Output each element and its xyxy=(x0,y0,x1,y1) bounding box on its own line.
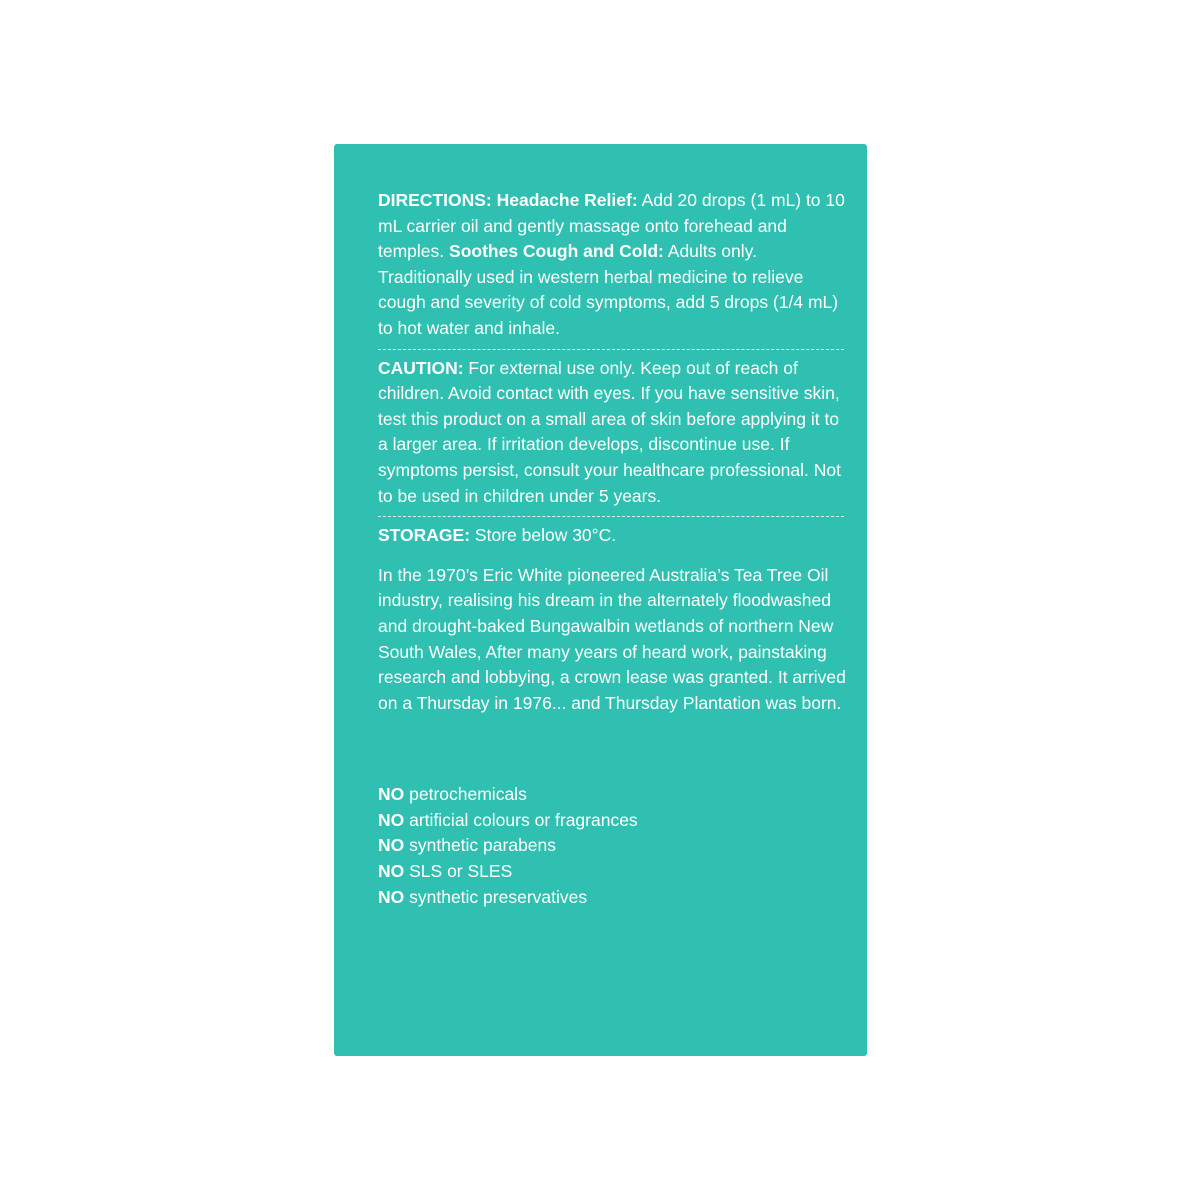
headache-relief-heading: Headache Relief: xyxy=(496,190,638,210)
claim-item xyxy=(378,808,849,834)
free-from-claims-list xyxy=(378,782,849,910)
caution-text: For external use only. Keep out of reach of children. Avoid contact with eyes. If you have sensitive skin, test this product on a small area of skin before applying it to a larger area. If irritation develops, discontinue use. If symptoms persist, consult your healthcare professional. Not to be used in children under 5 years. xyxy=(378,357,841,506)
storage-heading: STORAGE: xyxy=(378,525,471,546)
claim-prefix: NO xyxy=(378,886,405,907)
directions-heading: DIRECTIONS: xyxy=(378,190,492,210)
dashed-divider xyxy=(378,349,844,350)
claim-item xyxy=(378,782,849,808)
product-label-panel xyxy=(334,144,867,1056)
cough-cold-heading: Soothes Cough and Cold: xyxy=(449,241,664,262)
claim-text: synthetic parabens xyxy=(409,835,557,856)
claim-item xyxy=(378,885,849,911)
claim-prefix: NO xyxy=(378,809,405,830)
claim-prefix: NO xyxy=(378,861,405,882)
cough-cold-text: Adults only. Traditionally used in western herbal medicine to relieve cough and severity of cold symptoms, add 5 drops (1/4 mL) to hot water and inhale. xyxy=(378,241,839,338)
storage-section xyxy=(378,523,849,549)
claim-text: SLS or SLES xyxy=(409,861,513,882)
claim-text: artificial colours or fragrances xyxy=(409,809,638,830)
claim-item xyxy=(378,859,849,885)
storage-text: Store below 30°C. xyxy=(474,525,617,546)
caution-heading: CAUTION: xyxy=(378,357,464,378)
caution-section xyxy=(378,356,849,510)
headache-relief-text: Add 20 drops (1 mL) to 10 mL carrier oil and gently massage onto forehead and temples. xyxy=(378,190,845,262)
brand-story: In the 1970’s Eric White pioneered Australia’s Tea Tree Oil industry, realising his dream in the alternately floodwashed and drought-baked Bungawalbin wetlands of northern New South Wales, After many years of heard work, painstaking research and lobbying, a crown lease was granted. It arrived on a Thursday in 1976... and Thursday Plantation was born. xyxy=(378,564,846,713)
claim-item xyxy=(378,833,849,859)
dashed-divider xyxy=(378,516,844,517)
claim-prefix: NO xyxy=(378,784,405,805)
directions-section xyxy=(378,188,849,342)
claim-text: petrochemicals xyxy=(409,784,527,805)
claim-prefix: NO xyxy=(378,835,405,856)
claim-text: synthetic preservatives xyxy=(409,886,588,907)
